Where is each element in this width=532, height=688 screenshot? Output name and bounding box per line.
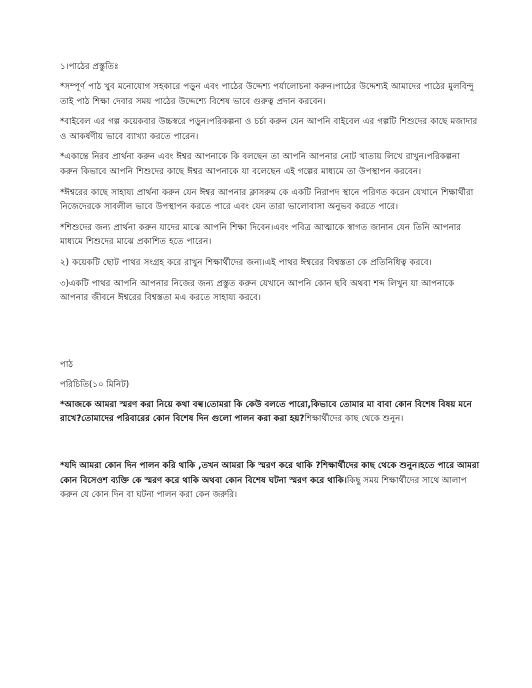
bold-text: *যদি আমরা কোন দিন পালন করি থাকি ,তখন আমরা কি স্মরণ করে থাকি ?শিক্ষার্থীদের কাছ থেকে শুনুন।হতে পারে আমরা কোন বিসেওশ ব্যক্তি কে স্মরণ করে থাকি অথবা কোন বিশেষ ঘটনা স্মরণ করে থাকি।	[60, 460, 480, 486]
paragraph-prepare-stone: ৩)একটি পাথর আপনি আপনার নিজের জন্য প্রস্তুত করুন যেখানে আপনি কোন ছবি অথবা শব্দ লিখুন যা আপনাকে আপনার জীবনে ঈশ্বরের বিশ্বস্ততা মএ করতে সাহায্য করবে।	[60, 278, 455, 304]
normal-text: শিক্ষার্থীদের কাছ থেকে শুনুন।	[304, 414, 404, 425]
paragraph-what-we-remember	[60, 459, 480, 503]
spacer	[60, 312, 480, 358]
paragraph-pray-for-children: *শিশুদের জন্য প্রার্থনা করুন যাদের মাঝে আপনি শিক্ষা দিবেন।এবং পবিত্র আত্মাকে স্বাগত জানান যেন তিনি আপনার মাধ্যমে শিশুদের মাঝে প্রকাশিত হতে পারেন।	[60, 222, 461, 248]
section-heading-lesson: পাঠ	[60, 359, 73, 370]
paragraph-remembering-intro	[60, 398, 480, 427]
paragraph-collect-stones: ২) কয়েকটি ছোট পাথর সংগ্রহ করে রাখুন শিক্ষার্থীদের জন্য।এই পাথর ঈশ্বরের বিশ্বস্ততা কে প্রতিনিধিত্ব করবে।	[60, 257, 432, 268]
paragraph-read-bible-story: *বাইবেল এর গল্প কয়েকবার উচ্চস্বরে পড়ুন।পরিকল্পনা ও চর্চা করুন যেন আপনি বাইবেল এর গল্পটি শিশুদের কাছে মজাদার ও আকর্ষণীয় ভাবে ব্যাখ্যা করতে পারেন।	[60, 117, 478, 142]
paragraph-read-lesson: *সম্পূর্ণ পাঠ খুব মনোযোগ সহকারে পড়ুন এবং পাঠের উদ্দেশ্য পর্যালোচনা করুন।পাঠের উদ্দেশ্যই আমাদের পাঠের মুলবিন্দু তাই পাঠ শিক্ষা দেবার সময় পাঠের উদ্দেশ্যে বিশেষ ভাবে গুরুত্ব প্রদান করবেন।	[60, 82, 474, 107]
subheading-introduction: পরিচিতি(১০ মিনিট)	[60, 379, 130, 390]
paragraph-classroom-prayer: *ঈশ্বরের কাছে সাহায্য প্রার্থনা করুন যেন ঈশ্বর আপনার ক্লাসরুম কে একটি নিরাপদ স্থানে পরিণত করেন যেখানে শিক্ষার্থীরা নিজেদেরকে সাবলীল ভাবে উপস্থাপন করতে পারে এবং যেন তারা ভালোবাসা অনুভব করতে পারে।	[60, 187, 474, 213]
section-heading-preparation: ১।পাঠের প্রস্তুতিঃ	[60, 62, 119, 72]
bold-text: *আজকে আমরা স্মরণ করা নিয়ে কথা বল্ব।তোমরা কি কেউ বলতে পারো,কিভাবে তোমার মা বাবা কোন বিশেষ বিষয় মনে রাখে?তোমাদের পরিবারের কোন বিশেষ দিন গুলো পালন করা করা হয়?	[60, 399, 472, 425]
paragraph-silent-prayer: *একান্তে নিরব প্রার্থনা করুন এবং ঈশ্বর আপনাকে কি বলছেন তা আপনি আপনার নোট খাতায় লিখে রাখুন।পরিকল্পনা করুন কিভাবে আপনি শিশুদের কাছে ঈশ্বর আপনাকে যা বলেছেন এই গল্পের মাধ্যমে তা উপস্থাপন করবেন।	[60, 152, 460, 177]
spacer	[60, 433, 480, 459]
document-page	[60, 60, 480, 509]
normal-text: কিছু সময় শিক্ষার্থীদের সাথে আলাপ করুন যে কোন দিন বা ঘটনা পালন করা কেন জরুরি।	[60, 475, 467, 501]
